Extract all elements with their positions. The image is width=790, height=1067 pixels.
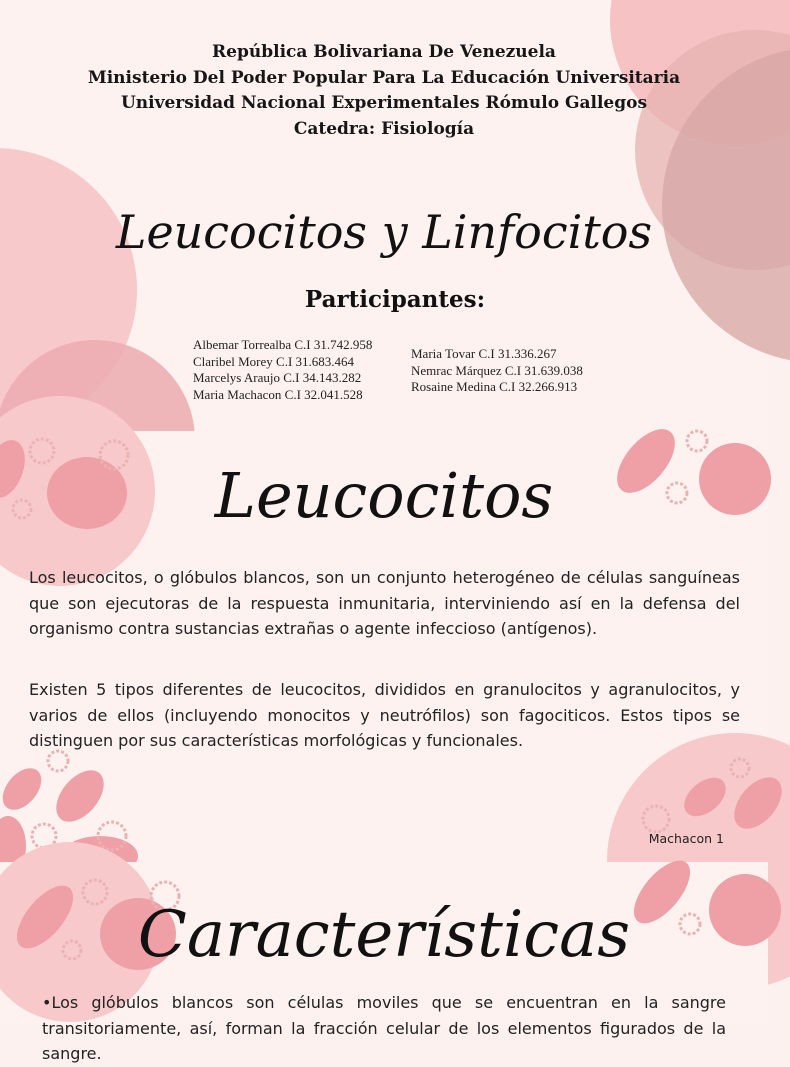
white-cell-icon bbox=[687, 431, 707, 451]
participant-name: Claribel Morey C.I 31.683.464 bbox=[193, 353, 355, 369]
participant-name: Nemrac Márquez C.I 31.639.038 bbox=[411, 362, 583, 378]
header-line-1: República Bolivariana De Venezuela bbox=[212, 42, 556, 62]
participant-name: Marcelys Araujo C.I 34.143.282 bbox=[193, 370, 362, 385]
header-line-3: Universidad Nacional Experimentales Rómulo Gallegos bbox=[120, 93, 648, 113]
header-line-2: Ministerio Del Poder Popular Para La Educación Universitaria bbox=[87, 67, 681, 88]
participants-list-left bbox=[193, 337, 372, 403]
participant-name: Rosaine Medina C.I 32.266.913 bbox=[411, 379, 578, 394]
paragraph-definition: Los leucocitos, o glóbulos blancos, son un conjunto heterogéneo de células sanguíneas que son ejecutoras de la respuesta inmunitaria, interviniendo así en la defensa del organismo contra sustancias extrañas o agente infeccioso (antígenos). bbox=[29, 568, 740, 638]
participant-name: Maria Tovar C.I 31.336.267 bbox=[411, 346, 557, 361]
participants-list-right bbox=[411, 346, 583, 396]
participant-name: Albemar Torrealba C.I 31.742.958 bbox=[193, 337, 373, 352]
leucocitos-slide bbox=[0, 431, 768, 862]
leucocitos-title: Leucocitos bbox=[214, 459, 554, 532]
header-line-4: Catedra: Fisiología bbox=[293, 118, 475, 139]
cover-title: Leucocitos y Linfocitos bbox=[115, 205, 653, 259]
paragraph-types: Existen 5 tipos diferentes de leucocitos, divididos en granulocitos y agranulocitos, y varios de ellos (incluyendo monocitos y neutrófilos) son fagociticos. Estos tipos se distinguen por sus características morfológicas y funcionales. bbox=[29, 680, 740, 750]
participant-name: Maria Machacon C.I 32.041.528 bbox=[193, 386, 363, 402]
white-cell-icon bbox=[48, 751, 68, 771]
caracteristicas-title: Características bbox=[137, 898, 631, 972]
participants-heading: Participantes: bbox=[304, 286, 486, 313]
paragraph-characteristics: •Los glóbulos blancos son células moviles que se encuentran en la sangre transitoriamente, así, forman la fracción celular de los elementos figurados de la sangre. bbox=[42, 993, 726, 1063]
slide-footer: Machacon 1 bbox=[648, 831, 724, 846]
institution-header bbox=[0, 40, 768, 142]
red-cell-icon bbox=[0, 761, 49, 817]
cover-slide bbox=[0, 0, 768, 431]
caracteristicas-slide bbox=[0, 862, 768, 1063]
